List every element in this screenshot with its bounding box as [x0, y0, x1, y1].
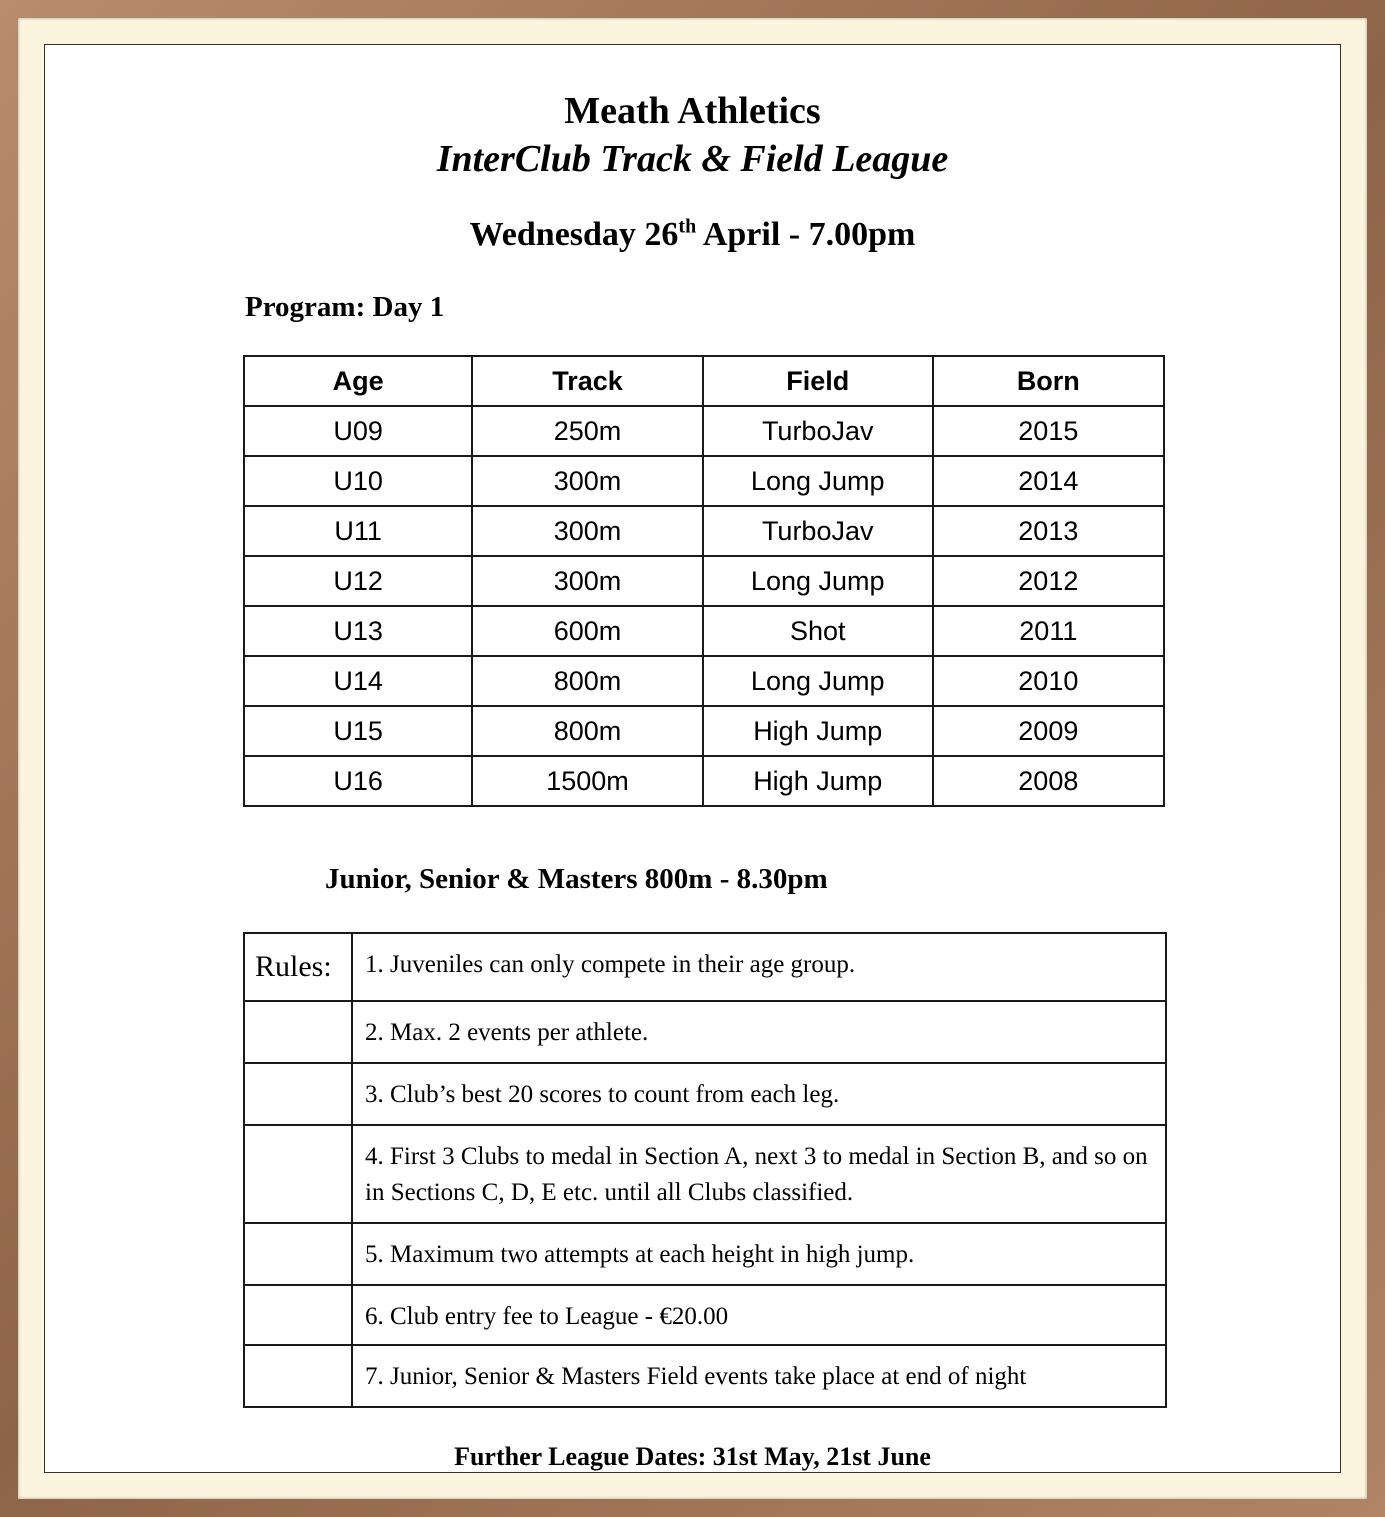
- cell-field: Long Jump: [703, 656, 933, 706]
- cell-age: U09: [244, 406, 472, 456]
- further-league-dates: Further League Dates: 31st May, 21st June: [454, 1442, 931, 1471]
- header-field: Field: [703, 356, 933, 406]
- cell-born: 2011: [933, 606, 1164, 656]
- cell-age: U16: [244, 756, 472, 806]
- rules-label-empty: [244, 1125, 352, 1223]
- cell-track: 600m: [472, 606, 703, 656]
- rules-row: [244, 1345, 1166, 1407]
- rule-text: 4. First 3 Clubs to medal in Section A, next 3 to medal in Section B, and so on in Sections C, D, E etc. until all Clubs classified.: [352, 1125, 1166, 1223]
- rules-row: [244, 1063, 1166, 1125]
- event-date: [45, 215, 1340, 255]
- table-row: [244, 706, 1164, 756]
- table-row: [244, 606, 1164, 656]
- cell-field: High Jump: [703, 706, 933, 756]
- document-page: [44, 44, 1341, 1473]
- cell-field: High Jump: [703, 756, 933, 806]
- table-row: [244, 756, 1164, 806]
- rules-table: [243, 932, 1167, 1408]
- table-row: [244, 406, 1164, 456]
- cell-born: 2012: [933, 556, 1164, 606]
- rules-label-empty: [244, 1063, 352, 1125]
- header-track: Track: [472, 356, 703, 406]
- cell-field: Long Jump: [703, 556, 933, 606]
- cell-field: Shot: [703, 606, 933, 656]
- document-subtitle: InterClub Track & Field League: [436, 138, 949, 180]
- rules-row: [244, 1285, 1166, 1345]
- rule-text: 7. Junior, Senior & Masters Field events take place at end of night: [352, 1345, 1166, 1407]
- table-row: [244, 556, 1164, 606]
- cell-track: 300m: [472, 456, 703, 506]
- event-date-ordinal: th: [678, 215, 697, 238]
- rules-label-empty: [244, 1285, 352, 1345]
- rule-text: 1. Juveniles can only compete in their age group.: [352, 933, 1166, 1001]
- cell-born: 2015: [933, 406, 1164, 456]
- cell-field: Long Jump: [703, 456, 933, 506]
- header-age: Age: [244, 356, 472, 406]
- event-date-suffix: April - 7.00pm: [696, 216, 916, 253]
- rules-label-empty: [244, 1223, 352, 1285]
- cell-age: U12: [244, 556, 472, 606]
- cell-field: TurboJav: [703, 506, 933, 556]
- rules-label: Rules:: [244, 933, 352, 1001]
- cell-field: TurboJav: [703, 406, 933, 456]
- junior-senior-masters-line: Junior, Senior & Masters 800m - 8.30pm: [325, 863, 828, 895]
- events-table: [243, 355, 1165, 807]
- cell-age: U10: [244, 456, 472, 506]
- table-row: [244, 456, 1164, 506]
- cell-track: 300m: [472, 556, 703, 606]
- events-header-row: [244, 356, 1164, 406]
- rules-label-empty: [244, 1345, 352, 1407]
- rules-row: [244, 1001, 1166, 1063]
- cell-age: U11: [244, 506, 472, 556]
- cell-age: U15: [244, 706, 472, 756]
- cell-age: U14: [244, 656, 472, 706]
- cell-born: 2014: [933, 456, 1164, 506]
- program-label: Program: Day 1: [245, 291, 445, 323]
- cell-born: 2009: [933, 706, 1164, 756]
- rules-row: [244, 1125, 1166, 1223]
- event-date-prefix: Wednesday 26: [469, 216, 679, 253]
- cell-track: 300m: [472, 506, 703, 556]
- rules-row: [244, 933, 1166, 1001]
- cell-track: 250m: [472, 406, 703, 456]
- header-born: Born: [933, 356, 1164, 406]
- cell-track: 800m: [472, 656, 703, 706]
- document-title: Meath Athletics: [564, 90, 821, 132]
- cell-track: 1500m: [472, 756, 703, 806]
- rule-text: 5. Maximum two attempts at each height in high jump.: [352, 1223, 1166, 1285]
- rule-text: 3. Club’s best 20 scores to count from each leg.: [352, 1063, 1166, 1125]
- cell-born: 2008: [933, 756, 1164, 806]
- cell-track: 800m: [472, 706, 703, 756]
- table-row: [244, 506, 1164, 556]
- cell-born: 2013: [933, 506, 1164, 556]
- rule-text: 2. Max. 2 events per athlete.: [352, 1001, 1166, 1063]
- rules-row: [244, 1223, 1166, 1285]
- rule-text: 6. Club entry fee to League - €20.00: [352, 1285, 1166, 1345]
- cell-age: U13: [244, 606, 472, 656]
- cell-born: 2010: [933, 656, 1164, 706]
- rules-label-empty: [244, 1001, 352, 1063]
- table-row: [244, 656, 1164, 706]
